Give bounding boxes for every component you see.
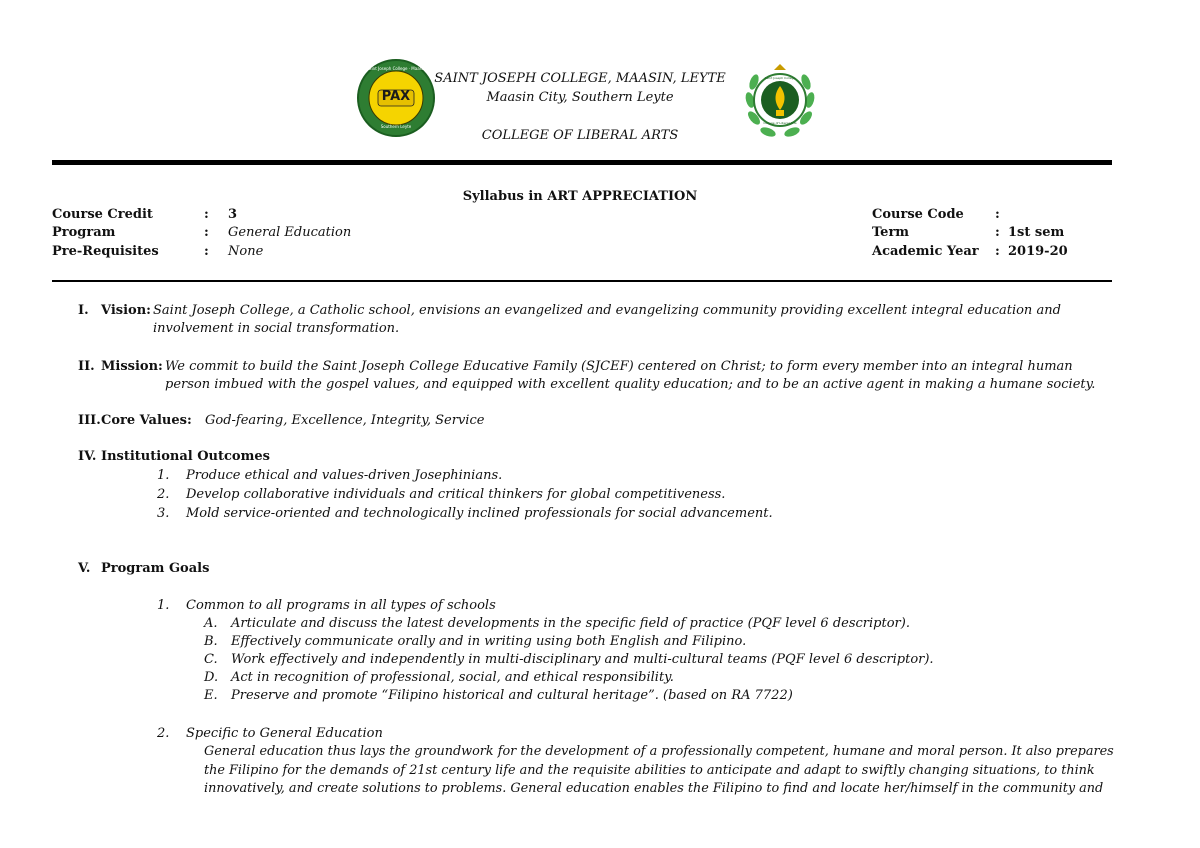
course-code-sep: :: [995, 207, 1000, 222]
term-value: 1st sem: [1008, 225, 1065, 240]
logo-ring-top-text: Saint Joseph College · Maasin: [366, 66, 426, 71]
goal2-number: 2.: [157, 726, 170, 741]
academic-year-label: Academic Year: [872, 244, 979, 259]
logo-pax-text: PAX: [381, 89, 411, 104]
outcome-item-number: 2.: [157, 487, 170, 502]
goal1-sub-letter: A.: [204, 616, 218, 631]
goal1-sub-text: Preserve and promote “Filipino historical and cultural heritage”. (based on RA 7722): [231, 688, 793, 703]
goal1-number: 1.: [157, 598, 170, 613]
vision-text-line2: involvement in social transformation.: [153, 321, 400, 336]
header-divider: [52, 160, 1112, 165]
logo-ring-bottom-text: Southern Leyte: [380, 124, 412, 129]
mission-text-line2: person imbued with the gospel values, and equipped with excellent quality education; and to be an active agent in making a humane society.: [165, 377, 1096, 392]
outcome-item-text: Mold service-oriented and technologically inclined professionals for social advancement.: [186, 506, 773, 521]
outcomes-number: IV.: [78, 449, 97, 464]
right-logo-ring-top-text: Saint Joseph College: [764, 76, 796, 80]
mission-number: II.: [78, 359, 95, 374]
course-credit-value: 3: [228, 207, 238, 222]
outcome-item-text: Produce ethical and values-driven Josephinians.: [186, 468, 503, 483]
goal1-sub-text: Act in recognition of professional, social, and ethical responsibility.: [231, 670, 674, 685]
goal2-text: Specific to General Education: [186, 726, 383, 741]
goal1-sub-letter: E.: [204, 688, 218, 703]
prerequisites-label: Pre-Requisites: [52, 244, 159, 259]
college-name: COLLEGE OF LIBERAL ARTS: [481, 128, 679, 143]
mission-text-line1: We commit to build the Saint Joseph College Educative Family (SJCEF) centered on Christ; to form every member into an integral human: [165, 359, 1073, 374]
vision-label: Vision:: [101, 303, 151, 318]
core-values-text: God-fearing, Excellence, Integrity, Service: [205, 413, 485, 428]
course-code-label: Course Code: [872, 207, 964, 222]
term-sep: :: [995, 225, 1000, 240]
vision-number: I.: [78, 303, 89, 318]
mission-label: Mission:: [101, 359, 163, 374]
academic-year-value: 2019-20: [1008, 244, 1068, 259]
info-divider: [52, 280, 1112, 282]
course-credit-sep: :: [204, 207, 209, 222]
prerequisites-value: None: [228, 244, 264, 259]
prerequisites-sep: :: [204, 244, 209, 259]
goal2-paragraph-line2: the Filipino for the demands of 21st century life and the requisite abilities to anticipate and adapt to swiftly changing situations, to think: [204, 763, 1095, 778]
right-logo-ring-bottom-text: College of Liberal Arts: [763, 121, 797, 125]
goal1-sub-letter: B.: [204, 634, 218, 649]
program-label: Program: [52, 225, 116, 240]
syllabus-title: Syllabus in ART APPRECIATION: [462, 189, 698, 204]
goal2-paragraph-line1: General education thus lays the groundwork for the development of a professionally competent, humane and moral person. It also prepares: [204, 744, 1114, 759]
college-seal-logo: [740, 60, 820, 144]
goal1-sub-text: Articulate and discuss the latest developments in the specific field of practice (PQF level 6 descriptor).: [231, 616, 910, 631]
vision-text-line1: Saint Joseph College, a Catholic school, envisions an evangelized and evangelizing community providing excellent integral education and: [153, 303, 1061, 318]
goal2-paragraph-line3: innovatively, and create solutions to problems. General education enables the Filipino to find and locate her/himself in the community and: [204, 781, 1104, 796]
goal1-sub-text: Work effectively and independently in multi-disciplinary and multi-cultural teams (PQF level 6 descriptor).: [231, 652, 934, 667]
program-sep: :: [204, 225, 209, 240]
outcome-item-number: 1.: [157, 468, 170, 483]
program-goals-number: V.: [78, 561, 91, 576]
core-values-label: Core Values:: [101, 413, 192, 428]
school-location: Maasin City, Southern Leyte: [486, 90, 674, 105]
goal1-sub-letter: D.: [204, 670, 219, 685]
outcomes-label: Institutional Outcomes: [101, 449, 270, 464]
term-label: Term: [872, 225, 910, 240]
outcome-item-number: 3.: [157, 506, 170, 521]
school-name: SAINT JOSEPH COLLEGE, MAASIN, LEYTE: [434, 71, 726, 86]
goal1-text: Common to all programs in all types of schools: [186, 598, 496, 613]
core-values-number: III.: [78, 413, 101, 428]
academic-year-sep: :: [995, 244, 1000, 259]
course-credit-label: Course Credit: [52, 207, 153, 222]
goal1-sub-letter: C.: [204, 652, 218, 667]
program-goals-label: Program Goals: [101, 561, 210, 576]
outcome-item-text: Develop collaborative individuals and critical thinkers for global competitiveness.: [186, 487, 726, 502]
program-value: General Education: [228, 225, 352, 240]
goal1-sub-text: Effectively communicate orally and in writing using both English and Filipino.: [231, 634, 747, 649]
